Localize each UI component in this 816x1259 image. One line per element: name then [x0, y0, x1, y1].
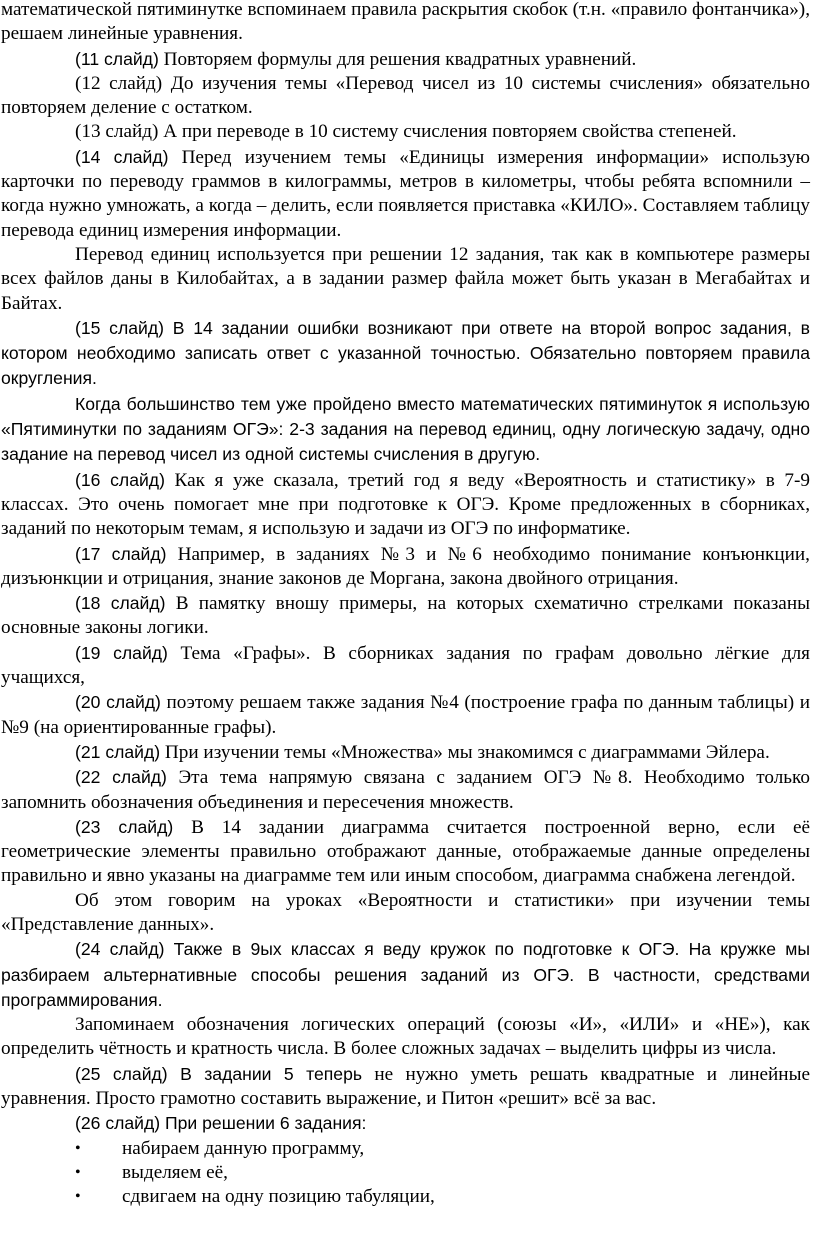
slide-label: (19 слайд) [75, 642, 168, 663]
paragraph-8 [1, 392, 810, 468]
paragraph-3 [1, 72, 810, 121]
slide-label: (26 слайд) При решении 6 задания: [75, 1113, 367, 1134]
paragraph-4 [1, 120, 810, 144]
paragraph-text: Как я уже сказала, третий год я веду «Вероятность и статистику» в 7-9 классах. Это очень помогает мне при подготовке к ОГЭ. Кроме предложенных в сборниках, заданий по некоторым темам, я использую и задачи из ОГЭ по информатике. [1, 469, 810, 540]
slide-label: (18 слайд) [75, 593, 166, 614]
paragraph-16 [1, 815, 810, 889]
paragraph-2 [1, 47, 810, 72]
list-item-text: выделяем её, [122, 1161, 228, 1183]
paragraph-6 [1, 243, 810, 316]
paragraph-11 [1, 591, 810, 641]
list-item [1, 1185, 810, 1209]
bullet-icon: • [75, 1163, 81, 1181]
slide-label: (17 слайд) [75, 543, 167, 564]
bullet-icon: • [75, 1139, 81, 1157]
list-item [1, 1161, 810, 1185]
paragraph-21 [1, 1111, 810, 1136]
list-item-text: набираем данную программу, [122, 1137, 365, 1159]
paragraph-17 [1, 889, 810, 938]
paragraph-text: не нужно уметь решать квадратные и линейные уравнения. Просто грамотно составить выражение, и Питон «решит» всё за вас. [1, 1063, 810, 1110]
slide-label: (25 слайд) В задании 5 теперь [75, 1063, 363, 1084]
slide-label: (21 слайд) [75, 741, 161, 762]
slide-label: (16 слайд) [75, 469, 165, 490]
slide-label: (20 слайд) [75, 692, 161, 713]
paragraph-text: (13 слайд) А при переводе в 10 систему счисления повторяем свойства степеней. [75, 121, 737, 143]
paragraph-1 [1, 0, 810, 47]
paragraph-text: (12 слайд) До изучения темы «Перевод чисел из 10 системы счисления» обязательно повторяем деление с остатком. [1, 72, 810, 119]
paragraph-text: При изучении темы «Множества» мы знакомимся с диаграммами Эйлера. [160, 741, 770, 763]
paragraph-text: Эта тема напрямую связана с заданием ОГЭ №8. Необходимо только запомнить обозначения объединения и пересечения множеств. [1, 767, 810, 813]
paragraph-text: математической пятиминутке вспоминаем правила раскрытия скобок (т.н. «правило фонтанчика»), решаем линейные уравнения. [1, 0, 810, 45]
paragraph-text: Повторяем формулы для решения квадратных уравнений. [158, 48, 637, 70]
paragraph-text-sans: Когда большинство тем уже пройдено вместо математических пятиминуток я использую «Пятиминутки по заданиям ОГЭ»: 2-3 задания на перевод единиц, одну логическую задачу, одно задание на перевод чисел из одной системы счисления в другую. [1, 393, 810, 465]
slide-label: (22 слайд) [75, 767, 167, 788]
paragraph-14 [1, 740, 810, 765]
slide-label: (14 слайд) [75, 146, 169, 167]
slide-label: (24 слайд) Также в 9ых классах я веду кружок по подготовке к ОГЭ. На кружке мы разбираем альтернативные способы решения заданий из ОГЭ. В частности, средствами программирования. [1, 939, 810, 1010]
paragraph-19 [1, 1013, 810, 1062]
paragraph-13 [1, 690, 810, 740]
paragraph-15 [1, 765, 810, 815]
paragraph-10 [1, 542, 810, 592]
paragraph-12 [1, 641, 810, 691]
slide-label: (15 слайд) В 14 задании ошибки возникают при ответе на второй вопрос задания, в котором необходимо записать ответ с указанной точностью. Обязательно повторяем правила округления. [1, 317, 810, 389]
paragraph-20 [1, 1062, 810, 1112]
list-item [1, 1137, 810, 1161]
paragraph-text: Запоминаем обозначения логических операций (союзы «И», «ИЛИ» и «НЕ»), как определить чётность и кратность числа. В более сложных задачах – выделить цифры из числа. [1, 1014, 810, 1060]
paragraph-18 [1, 937, 810, 1013]
paragraph-text: Например, в заданиях №3 и №6 необходимо понимание конъюнкции, дизъюнкции и отрицания, знание законов де Моргана, закона двойного отрицания. [1, 543, 810, 589]
paragraph-7 [1, 316, 810, 392]
paragraph-text: Перед изучением темы «Единицы измерения информации» использую карточки по переводу граммов в килограммы, метров в километры, чтобы ребята вспомнили – когда нужно умножать, а когда – делить, если появляется приставка «КИЛО». Составляем таблицу перевода единиц измерения информации. [1, 146, 810, 241]
paragraph-5 [1, 145, 810, 243]
bullet-icon: • [75, 1188, 81, 1206]
paragraph-text: поэтому решаем также задания №4 (построение графа по данным таблицы) и №9 (на ориентированные графы). [1, 692, 810, 738]
paragraph-text: В 14 задании диаграмма считается построенной верно, если её геометрические элементы правильно отображают данные, отображаемые данные определены правильно и явно указаны на диаграмме тем или иным способом, диаграмма снабжена легендой. [1, 816, 810, 887]
paragraph-text: Об этом говорим на уроках «Вероятности и статистики» при изучении темы «Представление данных». [1, 889, 810, 935]
paragraph-text: Тема «Графы». В сборниках задания по графам довольно лёгкие для учащихся, [1, 642, 810, 689]
paragraph-9 [1, 468, 810, 542]
list-item-text: сдвигаем на одну позицию табуляции, [122, 1186, 435, 1208]
bullet-list [1, 1137, 810, 1210]
slide-label: (11 слайд) [75, 48, 159, 69]
paragraph-text: Перевод единиц используется при решении 12 задания, так как в компьютере размеры всех файлов даны в Килобайтах, а в задании размер файла может быть указан в Мегабайтах и Байтах. [1, 243, 810, 314]
paragraph-text: В памятку вношу примеры, на которых схематично стрелками показаны основные законы логики. [1, 593, 810, 639]
slide-label: (23 слайд) [75, 816, 174, 837]
